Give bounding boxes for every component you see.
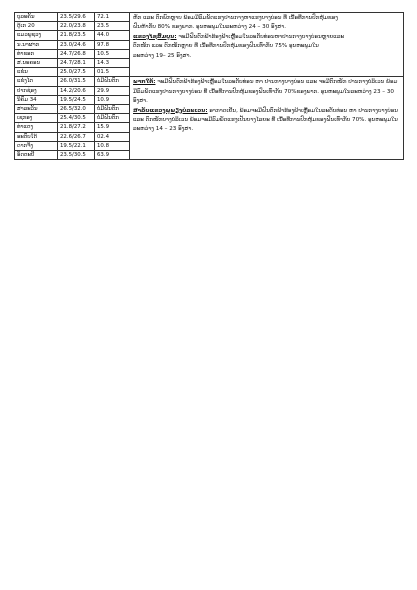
rainfall-value: 44.0 [95,31,130,40]
forecast-line: ຫັກ ແລະ ຕົກພົກຫຼາບ ພ້ອມມີລົມພັດແຮງປານກາງຫາແຮງບາງບ່ອນ ທີ່ ເນື້ອທີ່ການປົກຫຸ້ມຂອງ [133,15,338,21]
station-name: ທ່າແຕງ [15,123,58,132]
forecast-text-north [130,13,404,77]
temperature-range: 23.5/29.6 [58,13,95,22]
temperature-range: 24.7/26.8 [58,49,95,58]
station-name: ສາລະວັນ [15,105,58,114]
station-name: ບຸລະຄັນ [15,13,58,22]
forecast-paragraph [133,107,400,135]
rainfall-value: 10.5 [95,49,130,58]
forecast-line [133,33,400,42]
rainfall-value: 01.5 [95,68,130,77]
forecast-line: ຝົນຫ້າກັບ 80% ຂອງພາກ. ອຸນຫະພູມໃນລະຫວ່າງ 24 – 30 ອົງສາ. [133,24,286,31]
station-name: ເຊກອງ [15,114,58,123]
station-name: ນ.ນາຜາກ [15,40,58,49]
station-name: ດາກຈຶງ [15,141,58,150]
temperature-range: 26.0/31.5 [58,77,95,86]
temperature-range: 19.5/24.5 [58,95,95,104]
station-name: ແມວພູຊວງ [15,31,58,40]
rainfall-value: 97.8 [95,40,130,49]
rainfall-value: 10.8 [95,141,130,150]
temperature-range: 21.8/27.2 [58,123,95,132]
temperature-range: 23.5/30.5 [58,151,95,160]
forecast-text-south [130,77,404,160]
rainfall-value: 14.3 [95,59,130,68]
table-row [15,13,404,22]
station-name: ອະຕົບໃຕ້ [15,132,58,141]
station-name: ທ່າຂອກ [15,49,58,58]
rainfall-value: 02.4 [95,132,130,141]
temperature-range: 22.0/23.8 [58,22,95,31]
region-label: ແຂວງໄຊສົມບູນ: [133,33,177,40]
rainfall-value: 63.9 [95,151,130,160]
temperature-range: 23.0/24.6 [58,40,95,49]
region-label: ສາລັບແຂວງພູພຽງບໍລະເວນ: [133,107,208,114]
rainfall-value: 29.9 [95,86,130,95]
rainfall-value: ບໍ່ມີຝົນຕົກ [95,114,130,123]
temperature-range: 25.0/27.5 [58,68,95,77]
forecast-line: ຕົກໜັກ ແລະ ຕົກໜັກຫຼາຍ ທີ່ ເນື້ອທີ່ການປົກຫຸ້ມຂອງຝົນເທົ່າກັບ 75% ອຸນຫະພູມໃນ [133,43,319,50]
station-name: ແຂໍ່ນ [15,68,58,77]
rainfall-value: 10.9 [95,95,130,104]
station-name: ອັດຕະປື [15,151,58,160]
rainfall-value: ບໍ່ມີຝົນຕົກ [95,105,130,114]
temperature-range: 24.7/28.1 [58,59,95,68]
rainfall-value: 72.1 [95,13,130,22]
table-row [15,77,404,86]
region-label: ພາກໃຕ້: [133,79,156,86]
rainfall-value: 15.9 [95,123,130,132]
forecast-text: ອາກາດເຢັນ, ພ້ອມຈະມີຝົນຕົກຟ້າຮ້ອງຟ້າເຫຼື້ອມໃນລະດັບທ່ອນ ຫາ ປານກາງບາງບ່ອນ ແລະ ຕົກໜັກບາງບໍລິເວນ ພ້ອມຈະມີລົມພັດແຮງເປັນບາງໄລຍະ ທີ່ ເນື້ອທີ່ການປົກຫຸ້ມຂອງຝົນເທົ່າກັບ 70%. ອຸນຫະພູມໃນລະຫວ່າງ 14 – 23 ອົງສາ. [133,107,398,133]
station-name: ປາກຊ່ອງ [15,86,58,95]
forecast-paragraph [133,78,400,106]
temperature-range: 26.5/32.0 [58,105,95,114]
station-name: ຕູ້ເກ 20 [15,22,58,31]
rainfall-value: 23.5 [95,22,130,31]
temperature-range: 14.2/20.6 [58,86,95,95]
weather-table [14,12,404,160]
forecast-text: ຈະມີຝົນຕົກຟ້າຮ້ອງຟ້າເຫຼື້ອມໃນລະດັບທ່ອນ ຫາ ປານກາງບາງບ່ອນ ແລະ ຈະມີຕົກໜັກ ປານກາງບໍລິເວນ ພ້ອມມີລົມພັດແຮງປານກາງບາງບ່ອນ ທີ່ ເນື້ອທີ່ການປົກຫຸ້ມຂອງຝົນເທົ່າກັບ 70%ຂອງພາກ. ອຸນຫະພູມໃນລະຫວ່າງ 23 – 30 ອົງສາ. [133,79,398,105]
temperature-range: 25.4/30.5 [58,114,95,123]
rainfall-value: ບໍ່ມີຝົນຕົກ [95,77,130,86]
temperature-range: 21.8/23.5 [58,31,95,40]
forecast-text: ຈະມີຝົນຕົກຟ້າຮ້ອງຟ້າເຫຼື້ອມໃນລະດັບທ່ອນຫາປານກາງບາງບ່ອນຫຼາຍແລະ [176,33,345,40]
forecast-line: ລະຫວ່າງ 19– 25 ອົງສາ. [133,52,192,59]
temperature-range: 19.5/22.1 [58,141,95,150]
station-name: ສ.ນະຄອນ [15,59,58,68]
station-name: ນິຄົມ 34 [15,95,58,104]
temperature-range: 22.6/26.7 [58,132,95,141]
station-name: ແຂໍ່ງໄຕ [15,77,58,86]
